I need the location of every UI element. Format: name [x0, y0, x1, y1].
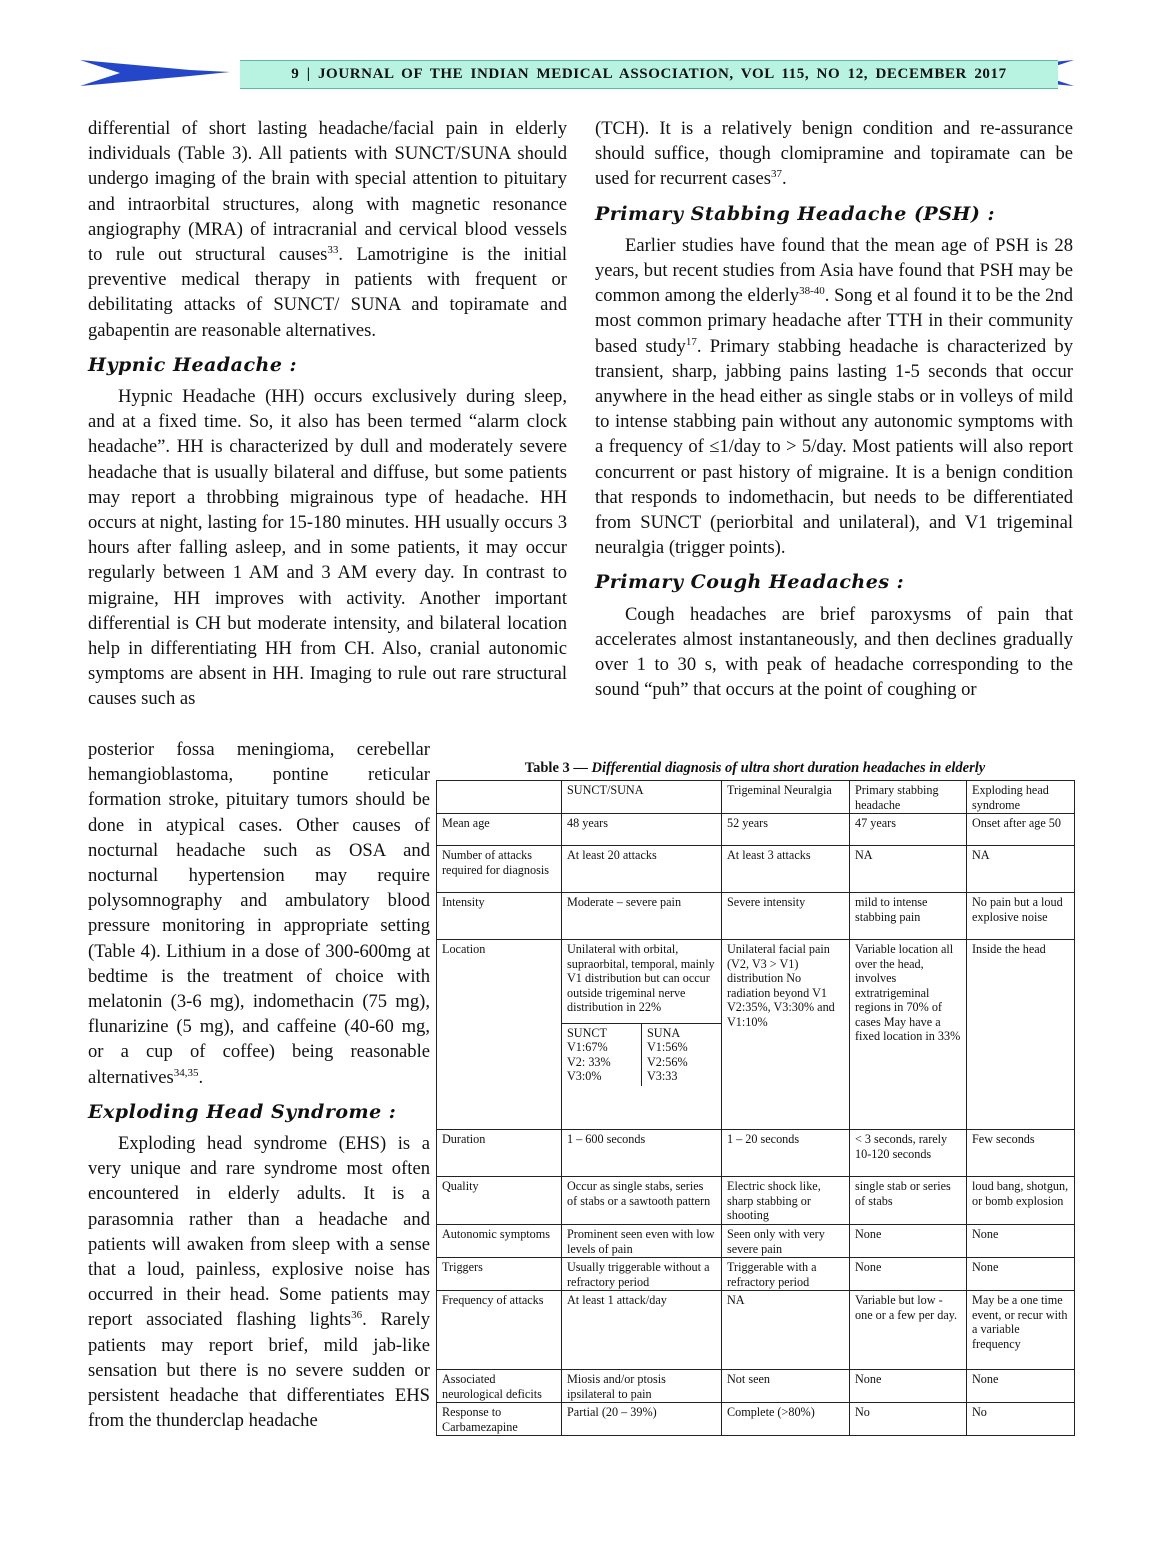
table-row — [437, 893, 1075, 940]
row-label: Location — [437, 940, 562, 1130]
table-row — [437, 1177, 1075, 1225]
row-label: Intensity — [437, 893, 562, 940]
cell: None — [967, 1225, 1075, 1258]
cell: None — [967, 1370, 1075, 1403]
column-right — [595, 116, 1073, 702]
journal-header — [80, 52, 1074, 92]
table-row — [437, 1370, 1075, 1403]
column-left-top — [88, 116, 567, 712]
table-header-row — [437, 781, 1075, 814]
cell: Variable location all over the head, involves extratrigeminal regions in 70% of cases May have a fixed location in 33% — [850, 940, 967, 1130]
reference: 38-40 — [799, 285, 825, 298]
row-label: Autonomic symptoms — [437, 1225, 562, 1258]
paragraph-tch — [595, 116, 1073, 192]
table-row — [437, 1130, 1075, 1177]
cell: Partial (20 – 39%) — [562, 1403, 722, 1436]
cell: Onset after age 50 — [967, 814, 1075, 846]
cell: Triggerable with a refractory period — [722, 1258, 850, 1291]
left-arrow-icon — [80, 60, 230, 86]
paragraph-ehs — [88, 1131, 430, 1433]
cell: single stab or series of stabs — [850, 1177, 967, 1225]
cell: No — [967, 1403, 1075, 1436]
cell: May be a one time event, or recur with a variable frequency — [967, 1291, 1075, 1370]
caption-prefix: Table 3 — — [524, 760, 592, 776]
text: . — [198, 1066, 204, 1088]
cell: NA — [722, 1291, 850, 1370]
cell: No — [850, 1403, 967, 1436]
table-row — [437, 1403, 1075, 1436]
cell: None — [850, 1370, 967, 1403]
row-label: Associated neurological deficits — [437, 1370, 562, 1403]
cell: Not seen — [722, 1370, 850, 1403]
cell: 48 years — [562, 814, 722, 846]
row-label: Triggers — [437, 1258, 562, 1291]
cell: NA — [850, 846, 967, 893]
cell: None — [850, 1258, 967, 1291]
sunct-v3: V3:0% — [567, 1069, 602, 1083]
header-text: 9 | JOURNAL OF THE INDIAN MEDICAL ASSOCIATION, VOL 115, NO 12, DECEMBER 2017 — [291, 66, 1007, 82]
reference: 36 — [351, 1309, 363, 1322]
header-cell: Trigeminal Neuralgia — [722, 781, 850, 814]
text: Exploding head syndrome (EHS) is a very unique and rare syndrome most often encountered in elderly adults. It is a parasomnia rather than a headache and patients will awaken from sleep with a sense that a loud, painless, explosive noise has occurred in their head. Some patients may report associated flashing lights — [88, 1133, 430, 1331]
cell: Complete (>80%) — [722, 1403, 850, 1436]
paragraph-cough: Cough headaches are brief paroxysms of pain that accelerates almost instantaneously, and then declines gradually over 1 to 30 s, with peak of headache corresponding to the sound “puh” that occurs at the point of coughing or — [595, 603, 1073, 701]
cell: None — [967, 1258, 1075, 1291]
text: (TCH). It is a relatively benign condition and re-assurance should suffice, though clomipramine and topiramate can be used for recurrent cases — [595, 118, 1073, 190]
suna-v2: V2:56% — [647, 1054, 688, 1069]
cell: Few seconds — [967, 1130, 1075, 1177]
cell-text: Unilateral with orbital, supraorbital, temporal, mainly V1 distribution but can occur outside trigeminal nerve distribution in 22% — [567, 942, 715, 1014]
text: Earlier studies have found that the mean age of PSH is 28 years, but recent studies from Asia have found that PSH may be common among the elderly — [595, 234, 1073, 307]
cell: No pain but a loud explosive noise — [967, 893, 1075, 940]
cell: At least 20 attacks — [562, 846, 722, 893]
row-label: Mean age — [437, 814, 562, 846]
cell: Unilateral facial pain (V2, V3 > V1) distribution No radiation beyond V1 V2:35%, V3:30% and V1:10% — [722, 940, 850, 1130]
text: . Primary stabbing headache is characterized by transient, sharp, jabbing pains lasting 1-5 seconds that occur anywhere in the head either as single stabs or in volleys of mild to intense stabbing pain without any autonomic symptoms with a frequency of ≤1/day to > 5/day. Most patients will also report concurrent or past history of migraine. It is a benign condition that responds to indomethacin, but needs to be differentiated from SUNCT (periorbital and unilateral), and V1 trigeminal neuralgia (trigger points). — [595, 335, 1073, 559]
header-cell: SUNCT/SUNA — [562, 781, 722, 814]
reference: 37 — [771, 168, 783, 181]
cell: Variable but low - one or a few per day. — [850, 1291, 967, 1370]
header-bar — [240, 60, 1058, 89]
text: posterior fossa meningioma, cerebellar hemangioblastoma, pontine reticular formation stroke, pituitary tumors should be done in atypical cases. Other causes of nocturnal headache such as OSA and nocturnal hypertension may require polysomnography and ambulatory blood pressure monitoring in appropriate setting (Table 4). Lithium in a dose of 300-600mg at bedtime is the treatment of choice with melatonin (3-6 mg), indomethacin (75 mg), flunarizine (5 mg), and caffeine (40-60 mg, or a cup of coffee) being reasonable alternatives — [88, 739, 430, 1088]
cell-location-sunct — [562, 940, 722, 1130]
cell: 47 years — [850, 814, 967, 846]
suna-v1: V1:56% — [647, 1040, 688, 1054]
paragraph-intro — [88, 116, 567, 343]
reference: 34,35 — [173, 1066, 199, 1079]
table-caption — [436, 758, 1074, 780]
heading-ehs: Exploding Head Syndrome : — [88, 1100, 397, 1123]
paragraph-psh — [595, 233, 1073, 561]
heading-psh: Primary Stabbing Headache (PSH) : — [595, 202, 996, 225]
cell: Seen only with very severe pain — [722, 1225, 850, 1258]
reference: 17 — [685, 335, 697, 348]
header-cell: Primary stabbing headache — [850, 781, 967, 814]
table-row — [437, 1291, 1075, 1370]
cell: < 3 seconds, rarely 10-120 seconds — [850, 1130, 967, 1177]
suna-label: SUNA — [647, 1025, 681, 1040]
caption-title: Differential diagnosis of ultra short duration headaches in elderly — [591, 760, 986, 776]
cell: At least 3 attacks — [722, 846, 850, 893]
cell: Usually triggerable without a refractory period — [562, 1258, 722, 1291]
suna-column — [642, 1024, 721, 1086]
location-subtable — [562, 1023, 721, 1086]
cell: NA — [967, 846, 1075, 893]
cell: 52 years — [722, 814, 850, 846]
cell: None — [850, 1225, 967, 1258]
cell: mild to intense stabbing pain — [850, 893, 967, 940]
paragraph-hypnic-cont — [88, 737, 430, 1090]
cell: Electric shock like, sharp stabbing or shooting — [722, 1177, 850, 1225]
differential-table — [436, 780, 1075, 1436]
heading-cough: Primary Cough Headaches : — [595, 571, 905, 594]
row-label: Quality — [437, 1177, 562, 1225]
text: . Rarely patients may report brief, mild jab-like sensation but there is no severe sudden or persistent headache that differentiates EHS from the thunderclap headache — [88, 1309, 431, 1432]
sunct-v2: V2: 33% — [567, 1054, 611, 1069]
reference: 33 — [327, 243, 339, 256]
text: differential of short lasting headache/facial pain in elderly individuals (Table 3). All patients with SUNCT/SUNA should undergo imaging of the brain with special attention to pituitary and intraorbital structures, along with magnetic resonance angiography (MRA) of intracranial and cervical blood vessels to rule out structural causes — [88, 118, 567, 266]
sunct-column — [562, 1024, 642, 1086]
cell: 1 – 600 seconds — [562, 1130, 722, 1177]
cell: Severe intensity — [722, 893, 850, 940]
table-row — [437, 1225, 1075, 1258]
text: . — [782, 168, 787, 190]
sunct-v1: V1:67% — [567, 1040, 608, 1054]
table-row — [437, 846, 1075, 893]
table-row — [437, 1258, 1075, 1291]
row-label: Response to Carbamezapine — [437, 1403, 562, 1436]
cell: Prominent seen even with low levels of pain — [562, 1225, 722, 1258]
cell: Miosis and/or ptosis ipsilateral to pain — [562, 1370, 722, 1403]
row-label: Duration — [437, 1130, 562, 1177]
heading-hypnic: Hypnic Headache : — [88, 353, 298, 376]
paragraph-hypnic: Hypnic Headache (HH) occurs exclusively during sleep, and at a fixed time. So, it also has been termed “alarm clock headache”. HH is characterized by dull and moderately severe headache that is usually bilateral and diffuse, but some patients may report a throbbing migrainous type of headache. HH occurs at night, lasting for 15-180 minutes. HH usually occurs 3 hours after falling asleep, and in some patients, it may occur regularly between 1 AM and 3 AM every day. In contrast to migraine, HH improves with activity. Another important differential is CH but moderate intensity, and bilateral location help in differentiating HH from CH. Also, cranial autonomic symptoms are absent in HH. Imaging to rule out rare structural causes such as — [88, 386, 567, 710]
header-cell: Exploding head syndrome — [967, 781, 1075, 814]
header-cell — [437, 781, 562, 814]
cell: Moderate – severe pain — [562, 893, 722, 940]
row-label: Number of attacks required for diagnosis — [437, 846, 562, 893]
cell: Occur as single stabs, series of stabs or a sawtooth pattern — [562, 1177, 722, 1225]
suna-v3: V3:33 — [647, 1069, 678, 1083]
cell: Inside the head — [967, 940, 1075, 1130]
table-3 — [436, 758, 1074, 1436]
cell: 1 – 20 seconds — [722, 1130, 850, 1177]
column-left-bottom — [88, 737, 430, 1433]
text: . Song et al found it to be the 2nd most common primary headache after TTH in their community based study — [595, 285, 1073, 357]
row-label: Frequency of attacks — [437, 1291, 562, 1370]
table-row — [437, 814, 1075, 846]
sunct-label: SUNCT — [567, 1025, 607, 1040]
table-row — [437, 940, 1075, 1130]
cell: loud bang, shotgun, or bomb explosion — [967, 1177, 1075, 1225]
cell: At least 1 attack/day — [562, 1291, 722, 1370]
text: . Lamotrigine is the initial preventive medical therapy in patients with frequent or debilitating attacks of SUNCT/ SUNA and topiramate and gabapentin are reasonable alternatives. — [88, 244, 567, 341]
